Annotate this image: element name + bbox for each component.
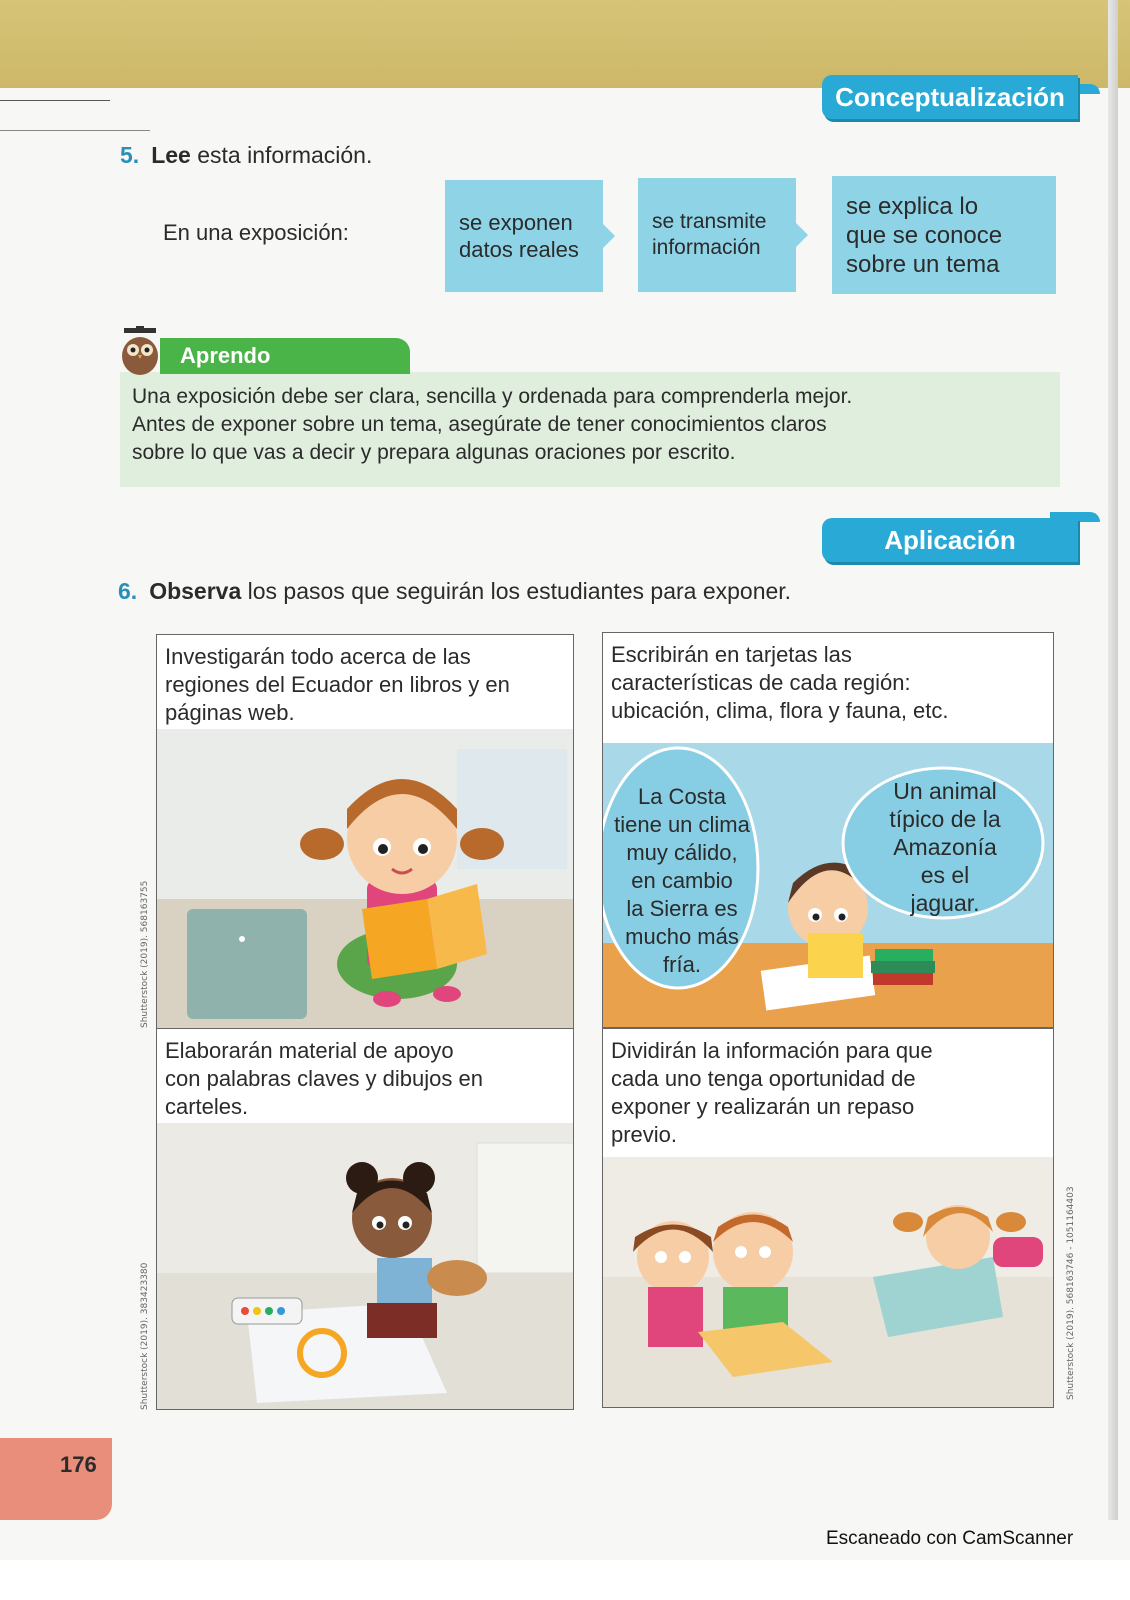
question-text: esta información. (190, 142, 373, 168)
caption-line: previo. (611, 1122, 678, 1147)
bubble-line: mucho más (625, 924, 739, 949)
section-tab-aplicacion: Aplicación (822, 518, 1078, 562)
question-verb: Lee (151, 142, 191, 168)
caption-line: características de cada región: (611, 670, 911, 695)
info-box-line: que se conoce (846, 221, 1003, 249)
info-box-tema (832, 176, 1056, 294)
caption-line: Dividirán la información para que (611, 1038, 933, 1063)
arrow-icon (796, 223, 808, 247)
section-tab-conceptualizacion: Conceptualización (822, 75, 1078, 119)
panel-elaborar (156, 1028, 574, 1410)
caption-line: Elaborarán material de apoyo (165, 1038, 454, 1063)
caption-line: regiones del Ecuador en libros y en (165, 672, 510, 697)
caption-line: carteles. (165, 1094, 249, 1119)
bubble-line: muy cálido, (626, 840, 738, 865)
info-box-line: sobre un tema (846, 250, 1000, 278)
question-number: 6. (118, 578, 138, 604)
divider-line (0, 130, 150, 131)
bubble-line: en cambio (631, 868, 733, 893)
girl-reading-illustration (157, 729, 574, 1029)
panel-dividir (602, 1028, 1054, 1408)
owl-icon (116, 326, 164, 376)
caption-line: páginas web. (165, 700, 295, 725)
kids-studying-illustration (603, 1157, 1054, 1407)
caption-line: ubicación, clima, flora y fauna, etc. (611, 698, 949, 723)
question-text: los pasos que seguirán los estudiantes para exponer. (241, 578, 792, 604)
panel-investigar (156, 634, 574, 1030)
speech-bubble-right (865, 777, 1025, 917)
info-box-datos (445, 180, 603, 292)
girl-painting-illustration (157, 1123, 574, 1409)
panel-caption (611, 1037, 1045, 1149)
question-5 (120, 142, 372, 169)
speech-bubble-left (603, 783, 761, 979)
bubble-line: la Sierra es (626, 896, 738, 921)
caption-line: con palabras claves y dibujos en (165, 1066, 483, 1091)
bubble-line: jaguar. (910, 890, 980, 916)
bubble-line: es el (920, 862, 970, 888)
question-number: 5. (120, 142, 140, 168)
panel-caption (165, 643, 565, 727)
scanner-watermark: Escaneado con CamScanner (826, 1528, 1074, 1549)
image-credit: Shutterstock (2019). 383423380 (140, 1262, 150, 1410)
arrow-icon (603, 224, 615, 248)
info-box-line: datos reales (459, 237, 579, 262)
caption-line: exponer y realizarán un repaso (611, 1094, 915, 1119)
caption-line: Escribirán en tarjetas las (611, 642, 852, 667)
bubble-line: Un animal (893, 778, 997, 804)
panel-caption (165, 1037, 565, 1121)
image-credit: Shutterstock (2019). 568163746 - 1051164403 (1066, 1186, 1076, 1400)
aprendo-text (132, 383, 1042, 467)
bubble-line: fría. (663, 952, 701, 977)
panel-escribir (602, 632, 1054, 1028)
panel-caption (611, 641, 1045, 725)
info-box-line: información (652, 236, 761, 259)
bubble-line: La Costa (637, 784, 727, 809)
caption-line: Investigarán todo acerca de las (165, 644, 471, 669)
exposition-intro: En una exposición: (163, 220, 349, 245)
bubble-line: Amazonía (893, 834, 997, 860)
info-box-informacion (638, 178, 796, 292)
info-box-line: se exponen (459, 209, 573, 235)
info-box-line: se transmite (652, 209, 767, 233)
question-verb: Observa (149, 578, 242, 604)
bubble-line: típico de la (889, 806, 1001, 832)
info-box-line: se explica lo (846, 192, 979, 220)
page-number-tab (0, 1438, 112, 1520)
divider-line (0, 100, 110, 101)
question-6 (118, 578, 791, 605)
aprendo-line: Una exposición debe ser clara, sencilla y ordenada para comprenderla mejor. (132, 385, 853, 408)
aprendo-line: Antes de exponer sobre un tema, asegúrate de tener conocimientos claros (132, 413, 827, 436)
page-edge (1108, 0, 1118, 1520)
aprendo-label: Aprendo (160, 338, 410, 374)
caption-line: cada uno tenga oportunidad de (611, 1066, 916, 1091)
page-number: 176 (60, 1452, 97, 1477)
image-credit: Shutterstock (2019). 568163755 (140, 880, 150, 1028)
bubble-line: tiene un clima (614, 812, 750, 837)
aprendo-line: sobre lo que vas a decir y prepara algunas oraciones por escrito. (132, 441, 736, 464)
